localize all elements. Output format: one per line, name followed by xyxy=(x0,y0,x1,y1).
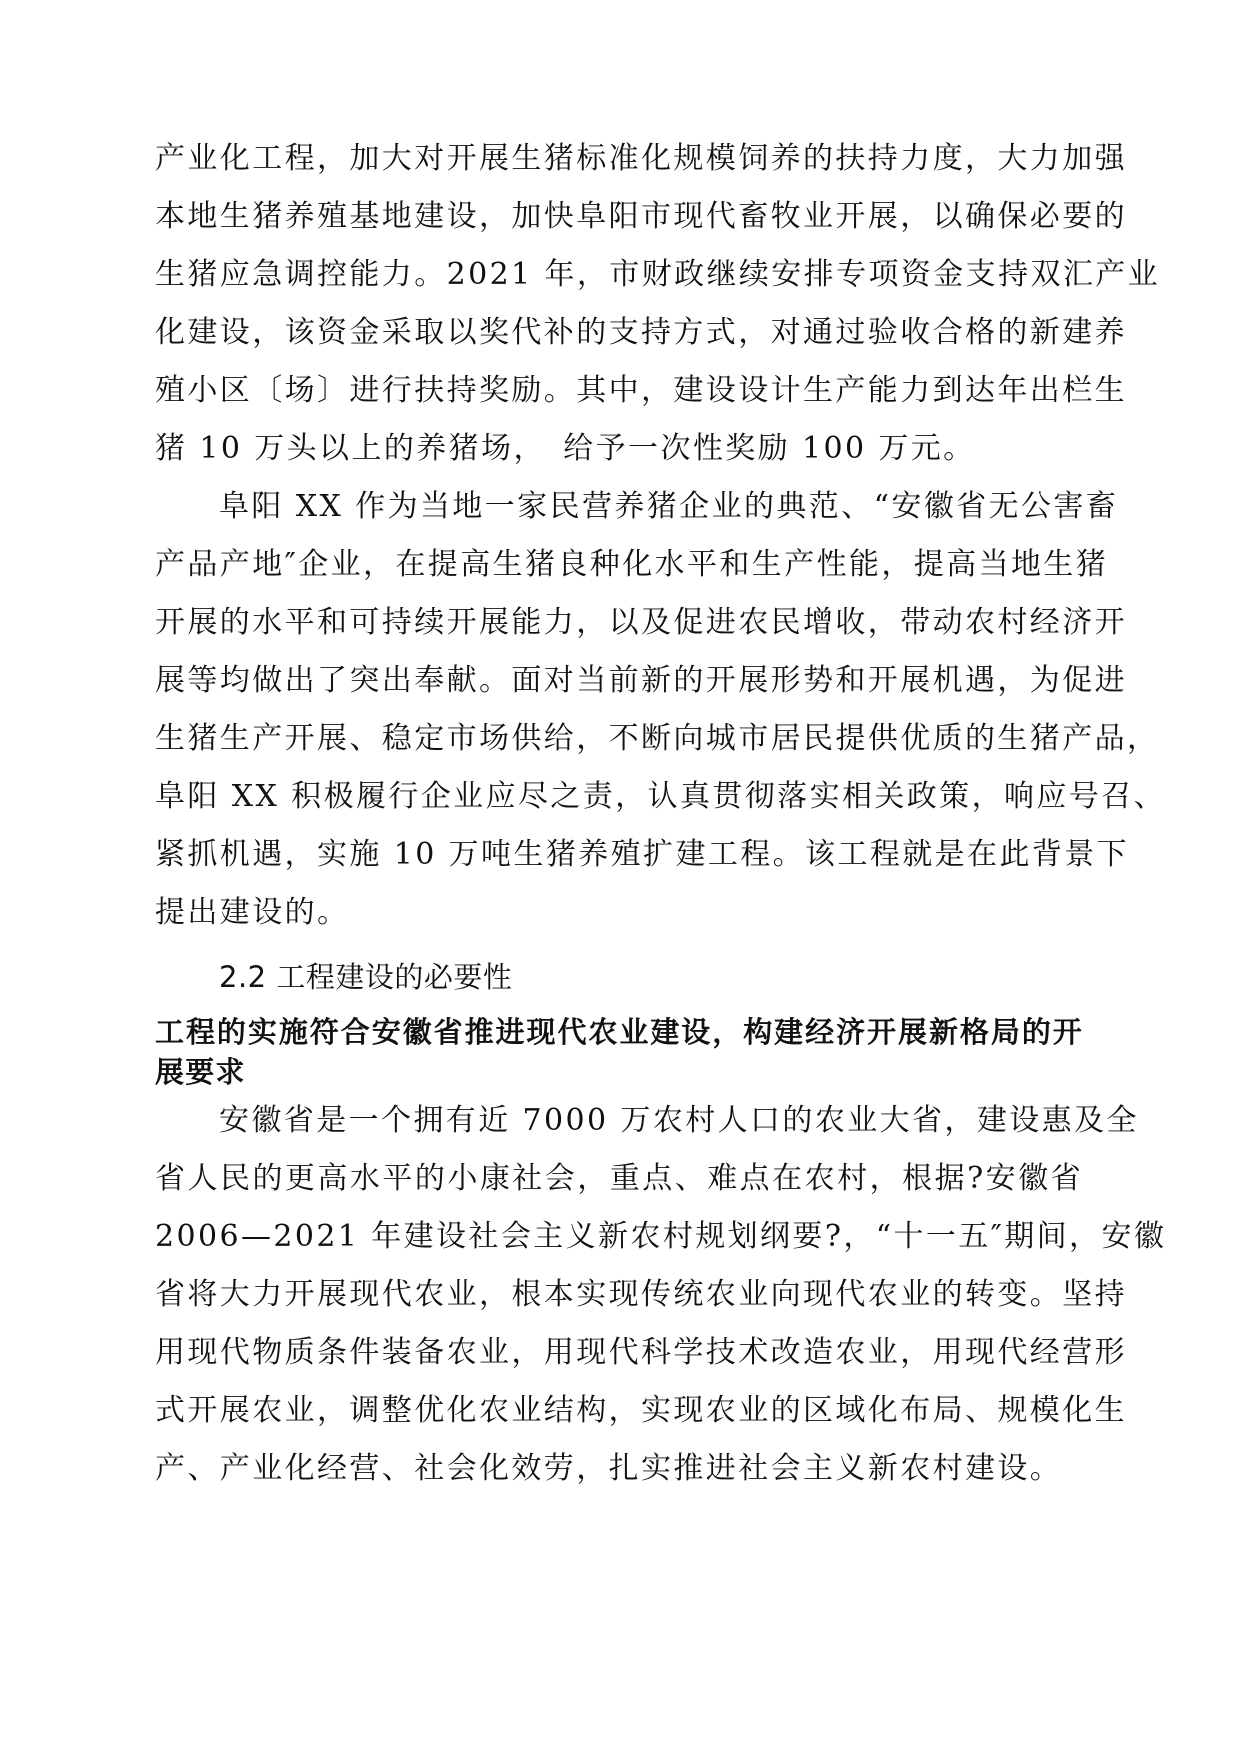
text-line: 安徽省是一个拥有近 7000 万农村人口的农业大省，建设惠及全 xyxy=(219,1103,1139,1138)
section-heading: 2.2 工程建设的必要性 xyxy=(219,960,513,994)
bold-heading xyxy=(155,1012,1083,1092)
text-line: 阜阳 XX 积极履行企业应尽之责，认真贯彻落实相关政策，响应号召、 xyxy=(155,779,1166,814)
heading-line: 工程的实施符合安徽省推进现代农业建设，构建经济开展新格局的开 xyxy=(155,1015,1083,1049)
text-line: 殖小区〔场〕进行扶持奖励。其中，建设设计生产能力到达年出栏生 xyxy=(155,373,1127,408)
text-line: 提出建设的。 xyxy=(155,895,350,930)
text-line: 开展的水平和可持续开展能力，以及促进农民增收，带动农村经济开 xyxy=(155,605,1127,640)
paragraph-company-background xyxy=(155,478,1166,942)
text-line: 展等均做出了突出奉献。面对当前新的开展形势和开展机遇，为促进 xyxy=(155,663,1127,698)
document-body xyxy=(155,130,1167,1498)
text-line: 省人民的更高水平的小康社会，重点、难点在农村，根据?安徽省 xyxy=(155,1161,1083,1196)
text-line: 化建设，该资金采取以奖代补的支持方式，对通过验收合格的新建养 xyxy=(155,315,1127,350)
text-line: 省将大力开展现代农业，根本实现传统农业向现代农业的转变。坚持 xyxy=(155,1277,1127,1312)
text-line: 式开展农业，调整优化农业结构，实现农业的区域化布局、规模化生 xyxy=(155,1393,1127,1428)
text-line: 产、产业化经营、社会化效劳，扎实推进社会主义新农村建设。 xyxy=(155,1451,1063,1486)
text-line: 用现代物质条件装备农业，用现代科学技术改造农业，用现代经营形 xyxy=(155,1335,1127,1370)
text-line: 产业化工程，加大对开展生猪标准化规模饲养的扶持力度，大力加强 xyxy=(155,141,1127,176)
text-line: 2006—2021 年建设社会主义新农村规划纲要?，“十一五″期间，安徽 xyxy=(155,1219,1167,1254)
heading-line: 展要求 xyxy=(155,1055,246,1089)
paragraph-anhui-agriculture xyxy=(155,1092,1167,1498)
text-line: 生猪生产开展、稳定市场供给，不断向城市居民提供优质的生猪产品， xyxy=(155,721,1160,756)
text-line: 产品产地″企业，在提高生猪良种化水平和生产性能，提高当地生猪 xyxy=(155,547,1109,582)
text-line: 紧抓机遇，实施 10 万吨生猪养殖扩建工程。该工程就是在此背景下 xyxy=(155,837,1130,872)
text-line: 本地生猪养殖基地建设，加快阜阳市现代畜牧业开展，以确保必要的 xyxy=(155,199,1127,234)
text-line: 猪 10 万头以上的养猪场， 给予一次性奖励 100 万元。 xyxy=(155,431,976,466)
text-line: 阜阳 XX 作为当地一家民营养猪企业的典范、“安徽省无公害畜 xyxy=(219,489,1119,524)
paragraph-funding-policy xyxy=(155,130,1161,478)
text-line: 生猪应急调控能力。2021 年，市财政继续安排专项资金支持双汇产业 xyxy=(155,257,1161,292)
